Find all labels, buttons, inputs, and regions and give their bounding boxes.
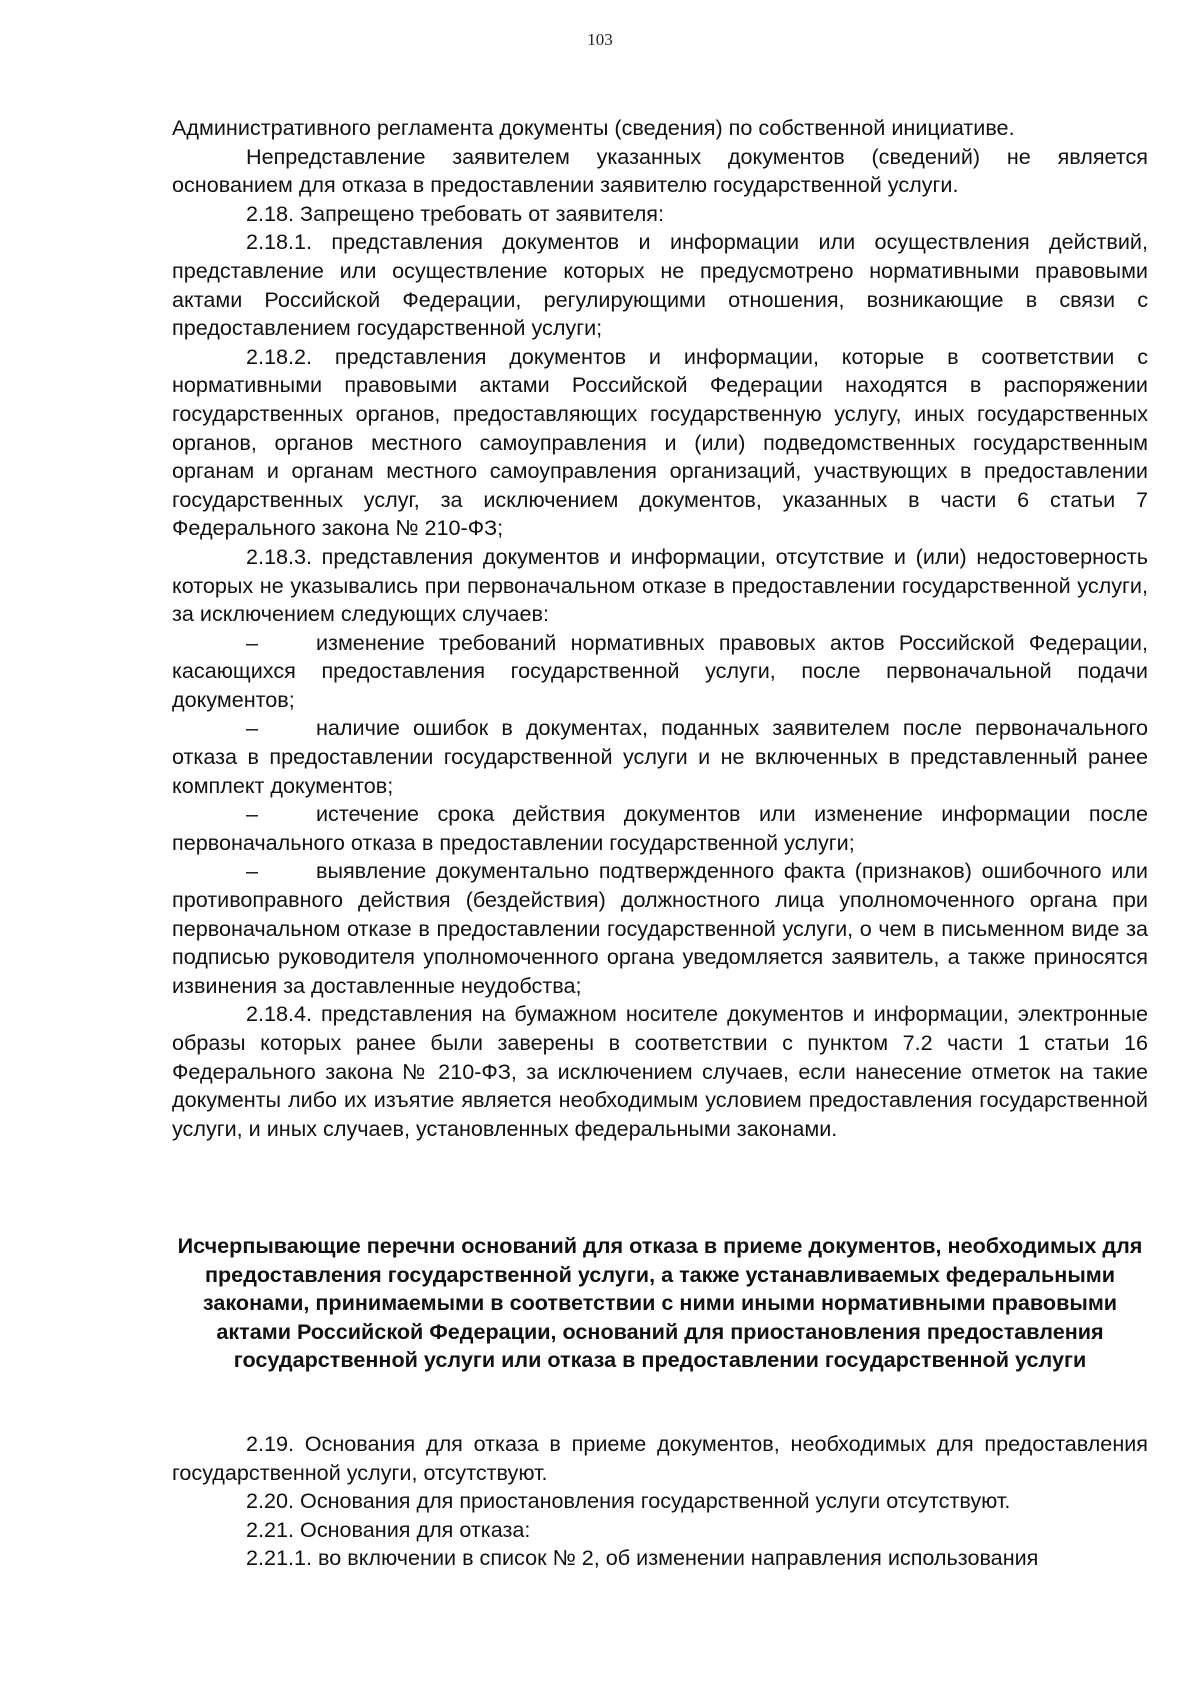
page-number: 103	[587, 30, 613, 49]
dash-marker: –	[246, 801, 259, 827]
document-body	[172, 114, 1148, 1143]
clause-2-18-1: 2.18.1. представления документов и информации или осуществления действий, представление или осуществление которых не предусмотрено нормативными правовыми актами Российской Федерации, регулирующими отношения, возникающие в связи с предоставлением государственной услуги;	[172, 229, 1148, 341]
clause-2-21-1: 2.21.1. во включении в список № 2, об изменении направления использования	[246, 1545, 1039, 1571]
clause-2-18-4: 2.18.4. представления на бумажном носителе документов и информации, электронные образы которых ранее были заверены в соответствии с пунктом 7.2 части 1 статьи 16 Федерального закона № 210-ФЗ, за исключением случаев, если нанесение отметок на такие документы либо их изъятие является необходимым условием предоставления государственной услуги, и иных случаев, установленных федеральными законами.	[172, 1001, 1148, 1141]
clause-2-21: 2.21. Основания для отказа:	[246, 1516, 531, 1542]
section-heading: Исчерпывающие перечни оснований для отказа в приеме документов, необходимых для предоставления государственной услуги, а также устанавливаемых федеральными законами, принимаемыми в соответствии с ними иными нормативными правовыми актами Российской Федерации, оснований для приостановления предоставления государственной услуги или отказа в предоставлении государственной услуги	[177, 1233, 1143, 1373]
dash-marker: –	[246, 858, 259, 884]
paragraph-continuation: Административного регламента документы (сведения) по собственной инициативе.	[172, 115, 1015, 140]
clause-2-18: 2.18. Запрещено требовать от заявителя:	[246, 200, 664, 226]
paragraph: Непредставление заявителем указанных документов (сведений) не является основанием для отказа в предоставлении заявителю государственной услуги.	[172, 143, 1148, 198]
dash-list-item	[172, 629, 1148, 715]
dash-marker: –	[246, 629, 259, 655]
clause-2-19: 2.19. Основания для отказа в приеме документов, необходимых для предоставления государственной услуги, отсутствуют.	[172, 1431, 1148, 1485]
dash-list-item-text: изменение требований нормативных правовых актов Российской Федерации, касающихся предоставления государственной услуги, после первоначальной подачи документов;	[172, 629, 1148, 712]
dash-marker: –	[246, 715, 259, 741]
dash-list-item-text: наличие ошибок в документах, поданных заявителем после первоначального отказа в предоставлении государственной услуги и не включенных в представленный ранее комплект документов;	[172, 715, 1148, 798]
dash-list-item	[172, 857, 1148, 1000]
dash-list-item	[172, 714, 1148, 800]
dash-list-item	[172, 800, 1148, 857]
clause-2-20: 2.20. Основания для приостановления государственной услуги отсутствуют.	[246, 1488, 1011, 1514]
document-body-continued	[172, 1430, 1148, 1573]
clause-2-18-3: 2.18.3. представления документов и информации, отсутствие и (или) недостоверность которых не указывались при первоначальном отказе в предоставлении государственной услуги, за исключением следующих случаев:	[172, 543, 1148, 627]
dash-list-item-text: истечение срока действия документов или изменение информации после первоначального отказа в предоставлении государственной услуги;	[172, 801, 1148, 855]
dash-list-item-text: выявление документально подтвержденного факта (признаков) ошибочного или противоправного действия (бездействия) должностного лица уполномоченного органа при первоначальном отказе в предоставлении государственной услуги, о чем в письменном виде за подписью руководителя уполномоченного органа уведомляется заявитель, а также приносятся извинения за доставленные неудобства;	[172, 858, 1148, 998]
clause-2-18-2: 2.18.2. представления документов и информации, которые в соответствии с нормативными правовыми актами Российской Федерации находятся в распоряжении государственных органов, предоставляющих государственную услугу, иных государственных органов, органов местного самоуправления и (или) подведомственных государственным органам и органам местного самоуправления организаций, участвующих в предоставлении государственных услуг, за исключением документов, указанных в части 6 статьи 7 Федерального закона № 210-ФЗ;	[172, 343, 1148, 541]
